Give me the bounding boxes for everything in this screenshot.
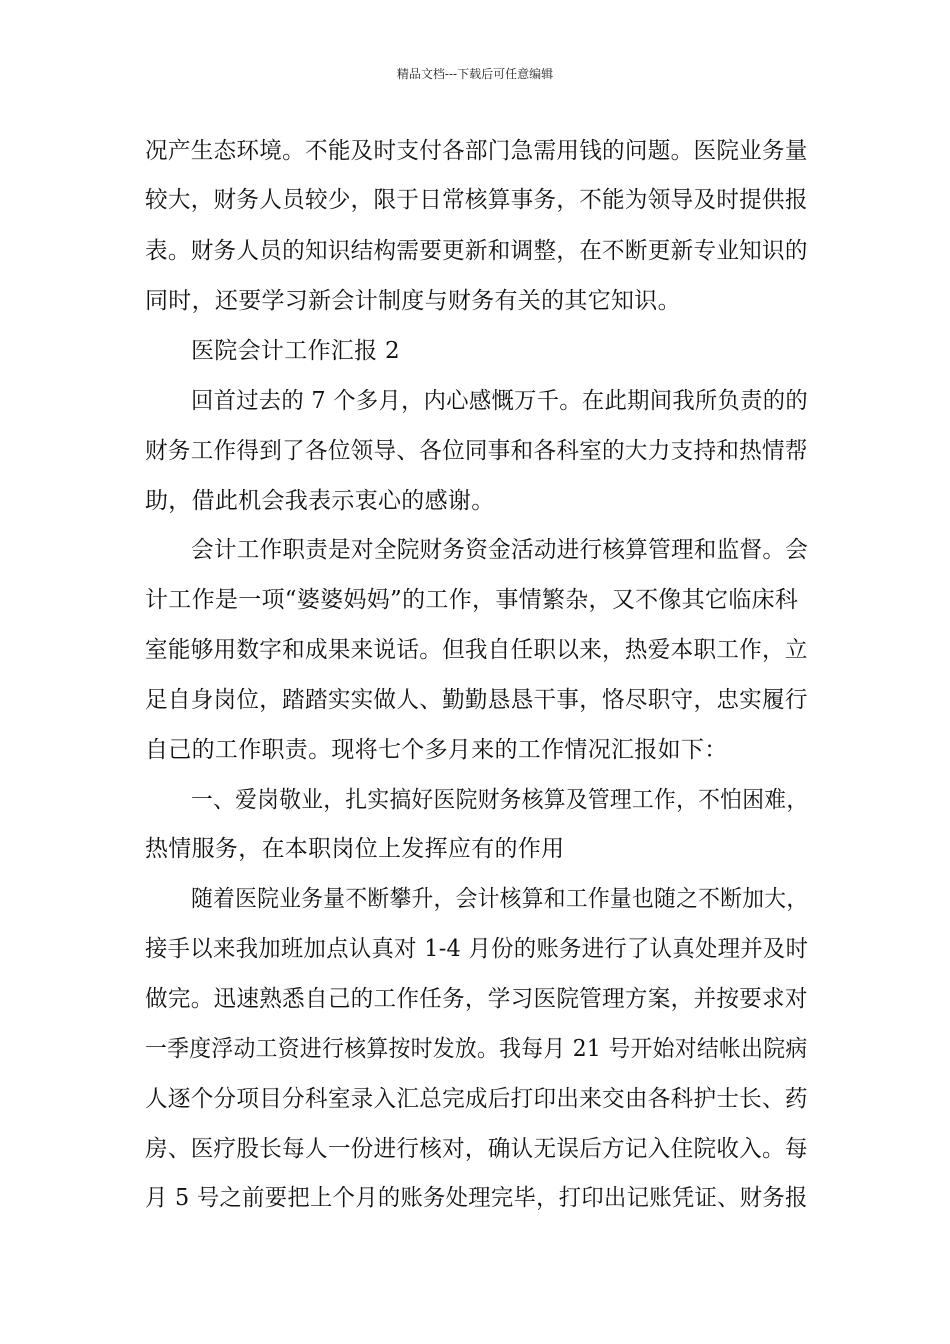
body-line: 接手以来我加班加点认真对 1-4 月份的账务进行了认真处理并及时 — [145, 936, 809, 962]
body-line: 一季度浮动工资进行核算按时发放。我每月 21 号开始对结帐出院病 — [145, 1036, 808, 1062]
page-header: 精品文档---下载后可任意编辑 — [396, 67, 554, 81]
body-line: 同时，还要学习新会计制度与财务有关的其它知识。 — [145, 288, 681, 314]
body-line: 月 5 号之前要把上个月的账务处理完毕，打印出记账凭证、财务报 — [145, 1185, 808, 1211]
body-line: 助，借此机会我表示衷心的感谢。 — [145, 488, 495, 514]
body-line: 表。财务人员的知识结构需要更新和调整，在不断更新专业知识的 — [145, 238, 808, 264]
body-line: 况产生态环境。不能及时支付各部门急需用钱的问题。医院业务量 — [145, 138, 808, 164]
body-line: 人逐个分项目分科室录入汇总完成后打印出来交由各科护士长、药 — [145, 1086, 808, 1112]
body-line: 足自身岗位，踏踏实实做人、勤勤恳恳干事，恪尽职守，忠实履行 — [145, 687, 808, 713]
body-line: 随着医院业务量不断攀升，会计核算和工作量也随之不断加大， — [191, 886, 809, 912]
body-line: 较大，财务人员较少，限于日常核算事务，不能为领导及时提供报 — [145, 187, 808, 213]
section-title: 医院会计工作汇报 2 — [191, 338, 400, 364]
body-line: 财务工作得到了各位领导、各位同事和各科室的大力支持和热情帮 — [145, 438, 808, 464]
body-line: 室能够用数字和成果来说话。但我自任职以来，热爱本职工作，立 — [145, 637, 808, 663]
body-line: 做完。迅速熟悉自己的工作任务，学习医院管理方案，并按要求对 — [145, 986, 808, 1012]
body-line: 热情服务，在本职岗位上发挥应有的作用 — [145, 836, 565, 862]
body-line: 计工作是一项“婆婆妈妈”的工作，事情繁杂，又不像其它临床科 — [145, 587, 799, 613]
body-line: 自己的工作职责。现将七个多月来的工作情况汇报如下： — [145, 737, 728, 763]
body-line: 房、医疗股长每人一份进行核对，确认无误后方记入住院收入。每 — [145, 1136, 808, 1162]
body-line: 一、爱岗敬业，扎实搞好医院财务核算及管理工作，不怕困难， — [191, 787, 809, 813]
body-line: 会计工作职责是对全院财务资金活动进行核算管理和监督。会 — [191, 537, 809, 563]
body-line: 回首过去的 7 个多月，内心感慨万千。在此期间我所负责的的 — [191, 388, 808, 414]
